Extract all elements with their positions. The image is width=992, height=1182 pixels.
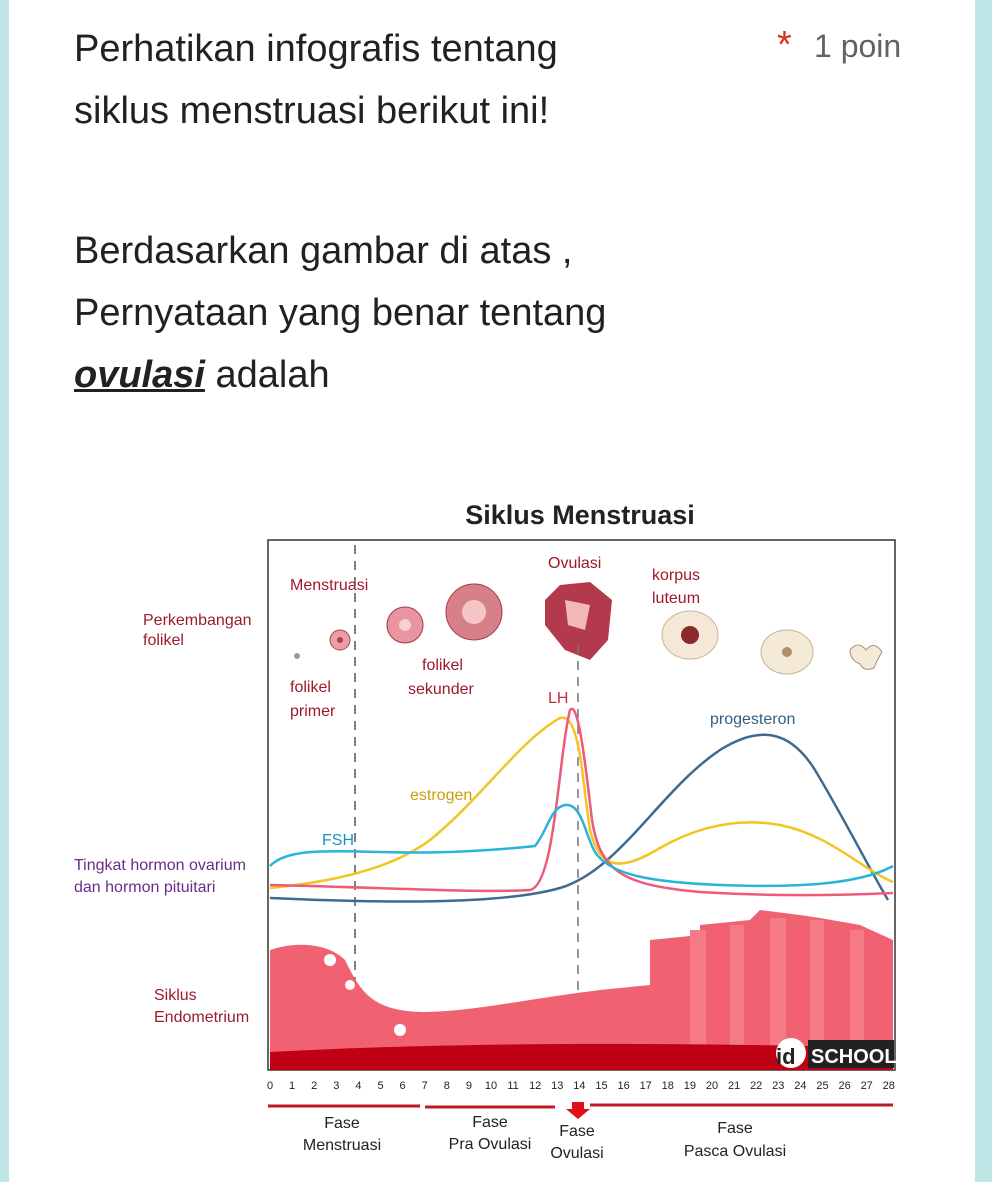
- day-tick-label: 9: [465, 1080, 472, 1092]
- day-tick-label: 7: [421, 1080, 428, 1092]
- hormone-label-lh: LH: [548, 690, 569, 707]
- day-tick-label: 20: [705, 1080, 719, 1092]
- question-line: Perhatikan infografis tentang: [74, 28, 558, 70]
- hormone-label-fsh: FSH: [322, 832, 354, 849]
- row-label: Perkembangan: [143, 612, 252, 629]
- row-label: folikel: [143, 632, 184, 649]
- day-tick-label: 1: [289, 1080, 296, 1092]
- day-tick-label: 14: [573, 1080, 586, 1092]
- svg-text:SCHOOL: SCHOOL: [811, 1046, 897, 1068]
- row-label: dan hormon pituitari: [74, 879, 216, 896]
- day-tick-label: 3: [333, 1080, 340, 1092]
- infographic-title: Siklus Menstruasi: [465, 500, 695, 530]
- stage-label: primer: [290, 703, 336, 720]
- day-tick-label: 6: [399, 1080, 406, 1092]
- phase-label: Fase: [472, 1114, 508, 1131]
- question-line: ovulasi adalah: [74, 354, 330, 396]
- hormone-label-estrogen: estrogen: [410, 787, 473, 804]
- stage-label: Menstruasi: [290, 577, 369, 594]
- day-tick-label: 16: [617, 1080, 630, 1092]
- day-tick-label: 8: [443, 1080, 450, 1092]
- phase-label: Ovulasi: [550, 1145, 604, 1162]
- phase-label: Fase: [717, 1120, 753, 1137]
- day-tick-label: 25: [816, 1080, 829, 1092]
- required-asterisk: *: [777, 24, 792, 66]
- stage-label: luteum: [652, 590, 701, 607]
- day-tick-label: 23: [772, 1080, 785, 1092]
- stage-label: Ovulasi: [548, 555, 602, 572]
- day-tick-label: 5: [377, 1080, 384, 1092]
- svg-text:id: id: [776, 1044, 796, 1069]
- row-label: Siklus: [154, 987, 197, 1004]
- idschool-logo: [776, 1038, 897, 1069]
- stage-label: folikel: [290, 679, 331, 696]
- points-label: 1 poin: [814, 28, 902, 64]
- day-tick-label: 0: [266, 1080, 274, 1092]
- question-line: siklus menstruasi berikut ini!: [74, 90, 550, 132]
- day-tick-label: 28: [882, 1080, 895, 1092]
- day-tick-label: 2: [311, 1080, 318, 1092]
- day-tick-label: 22: [750, 1080, 763, 1092]
- emphasis-ovulasi: ovulasi: [74, 354, 205, 396]
- question-line: Berdasarkan gambar di atas ,: [74, 230, 573, 272]
- question-line: Pernyataan yang benar tentang: [74, 292, 607, 334]
- day-tick-label: 15: [595, 1080, 608, 1092]
- phase-label: Pra Ovulasi: [448, 1136, 532, 1153]
- phase-label: Pasca Ovulasi: [683, 1143, 787, 1160]
- stage-label: folikel: [422, 657, 463, 674]
- day-tick-label: 21: [727, 1080, 741, 1092]
- day-tick-label: 19: [683, 1080, 697, 1092]
- stage-label: korpus: [652, 567, 701, 584]
- day-tick-label: 11: [507, 1080, 519, 1092]
- row-label: Tingkat hormon ovarium: [74, 857, 246, 874]
- stage-label: sekunder: [408, 681, 474, 698]
- row-label: Endometrium: [154, 1009, 250, 1026]
- day-tick-label: 26: [838, 1080, 851, 1092]
- hormone-label-progesteron: progesteron: [710, 711, 796, 728]
- day-tick-label: 12: [529, 1080, 542, 1092]
- ovulation-arrow-icon: [566, 1102, 590, 1119]
- phase-label: Fase: [324, 1115, 360, 1132]
- phase-label: Menstruasi: [302, 1137, 382, 1154]
- day-tick-label: 18: [661, 1080, 674, 1092]
- day-tick-label: 4: [355, 1080, 362, 1092]
- day-tick-label: 10: [484, 1080, 498, 1092]
- day-tick-label: 27: [860, 1080, 873, 1092]
- day-tick-label: 13: [551, 1080, 564, 1092]
- day-tick-label: 17: [639, 1080, 652, 1092]
- phase-label: Fase: [559, 1123, 595, 1140]
- day-tick-label: 24: [794, 1080, 807, 1092]
